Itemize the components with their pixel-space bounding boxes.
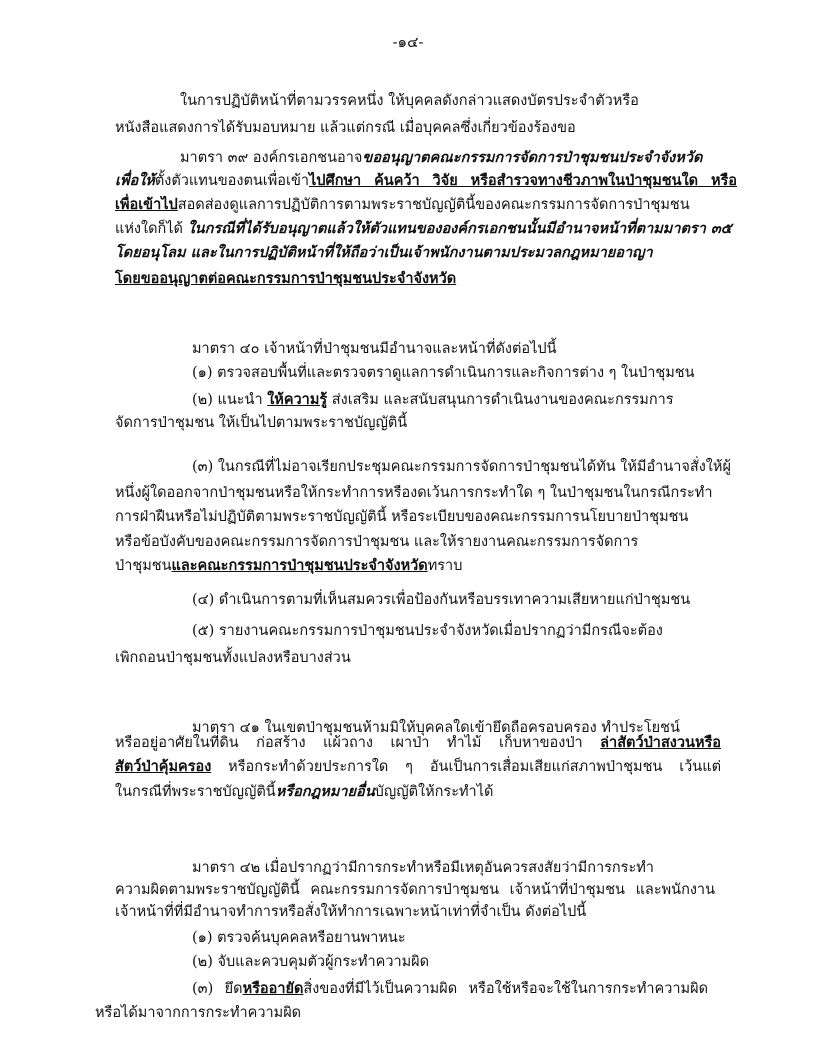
text-segment: มาตรา ๔๐ เจ้าหน้าที่ป่าชุมชนมีอำนาจและหน้าที่ดังต่อไปนี้ <box>192 341 557 357</box>
text-line <box>115 171 737 191</box>
text-segment: เพื่อให้ <box>115 172 155 189</box>
text-segment: สอดส่องดูแลการปฏิบัติการตามพระราชบัญญัตินี้ของคณะกรรมการจัดการป่าชุมชน <box>177 197 690 213</box>
text-line <box>192 339 578 359</box>
text-segment: สิ่งของที่มีไว้เป็นความผิด หรือใช้หรือจะใช้ในการกระทำความผิด <box>303 981 708 997</box>
text-segment: ป่าชุมชน <box>115 558 172 574</box>
text-segment: หนึ่งผู้ใดออกจากป่าชุมชนหรือให้กระทำการหรืองดเว้นการกระทำใด ๆ ในป่าชุมชนในกรณีกระทำ <box>115 485 713 501</box>
text-line <box>192 858 700 878</box>
text-segment: เพิกถอนป่าชุมชนทั้งแปลงหรือบางส่วน <box>115 650 351 666</box>
text-segment: การฝ่าฝืนหรือไม่ปฏิบัติตามพระราชบัญญัตินี้ หรือระเบียบของคณะกรรมการนโยบายป่าชุมชน <box>115 509 689 525</box>
text-segment: ในกรณีที่ได้รับอนุญาตแล้วให้ตัวแทนขององค์กรเอกชนนั้นมีอำนาจหน้าที่ตามมาตรา ๓๕ <box>187 220 732 237</box>
text-segment: (๕) รายงานคณะกรรมการป่าชุมชนประจำจังหวัดเมื่อปรากฏว่ามีกรณีจะต้อง <box>192 623 663 639</box>
text-segment: หรืออายัด <box>242 980 304 997</box>
text-segment: โดยอนุโลม และในการปฏิบัติหน้าที่ให้ถือว่าเป็นเจ้าพนักงานตามประมวลกฎหมายอาญา <box>115 244 653 261</box>
text-segment: บัญญัติให้กระทำได้ <box>374 784 494 800</box>
text-segment: หรืออยู่อาศัยในที่ดิน ก่อสร้าง แผ้วถาง เผาป่า ทำไม้ เก็บหาของป่า <box>115 735 601 751</box>
page-number: -๑๔- <box>392 33 424 51</box>
text-segment: ขออนุญาตคณะกรรมการจัดการป่าชุมชนประจำจังหวัด <box>362 149 703 166</box>
text-line <box>115 902 633 922</box>
text-segment: (๓) ยึด <box>192 981 243 997</box>
text-segment: จัดการป่าชุมชน ให้เป็นไปตามพระราชบัญญัตินี้ <box>115 415 408 431</box>
text-line <box>180 91 652 111</box>
text-segment: ส่งเสริม และสนับสนุนการดำเนินงานของคณะกรรมการ <box>327 392 674 408</box>
text-segment: หรือกฎหมายอื่น <box>275 783 375 800</box>
text-segment: ให้ความรู้ <box>267 391 328 408</box>
text-line <box>95 1003 317 1023</box>
text-segment: ในกรณีที่พระราชบัญญัตินี้ <box>115 784 276 800</box>
text-line <box>192 363 696 383</box>
text-segment: (๔) ดำเนินการตามที่เห็นสมควรเพื่อป้องกันหรือบรรเทาความเสียหายแก่ป่าชุมชน <box>192 592 691 608</box>
text-segment: ไปศึกษา ค้นคว้า วิจัย หรือสำรวจทางชีวภาพในป่าชุมชนใด หรือ <box>309 172 737 189</box>
text-segment: หรือข้อบังคับของคณะกรรมการจัดการป่าชุมชน และให้รายงานคณะกรรมการจัดการ <box>115 534 639 550</box>
text-segment: (๒) จับและควบคุมตัวผู้กระทำความผิด <box>192 954 430 970</box>
text-line <box>115 413 415 433</box>
text-line <box>115 483 713 503</box>
text-line <box>115 195 690 215</box>
text-line <box>115 219 731 239</box>
text-line <box>192 590 704 610</box>
text-segment: (๑) ตรวจค้นบุคคลหรือยานพาหนะ <box>192 930 406 946</box>
text-line <box>180 148 703 168</box>
text-segment: (๓) ในกรณีที่ไม่อาจเรียกประชุมคณะกรรมการจัดการป่าชุมชนได้ทัน ให้มีอำนาจสั่งให้ผู้ <box>192 459 731 475</box>
text-segment: หนังสือแสดงการได้รับมอบหมาย แล้วแต่กรณี เมื่อบุคคลซึ่งเกี่ยวข้องร้องขอ <box>115 120 576 136</box>
text-line <box>115 532 643 552</box>
text-line <box>192 979 708 999</box>
text-segment: (๑) ตรวจสอบพื้นที่และตรวจตราดูแลการดำเนินการและกิจการต่าง ๆ ในป่าชุมชน <box>192 365 695 381</box>
text-segment: เพื่อเข้าไป <box>115 196 178 213</box>
text-segment: หรือได้มาจากการกระทำความผิด <box>95 1005 302 1021</box>
text-segment: ในการปฏิบัติหน้าที่ตามวรรคหนึ่ง ให้บุคคลดังกล่าวแสดงบัตรประจำตัวหรือ <box>180 93 639 109</box>
text-segment: ความผิดตามพระราชบัญญัตินี้ คณะกรรมการจัดการป่าชุมชน เจ้าหน้าที่ป่าชุมชน และพนักงาน <box>115 882 715 898</box>
text-line <box>115 118 595 138</box>
text-line <box>115 733 721 753</box>
text-segment: ตั้งตัวแทนของตนเพื่อเข้า <box>154 173 310 189</box>
text-segment: หรือกระทำด้วยประการใด ๆ อันเป็นการเสื่อมเสียแก่สภาพป่าชุมชน เว้นแต่ <box>211 759 721 775</box>
text-segment: มาตรา ๓๙ องค์กรเอกชนอาจ <box>180 150 363 166</box>
text-line <box>115 782 545 802</box>
text-segment: ทราบ <box>427 558 463 574</box>
text-line <box>115 648 351 668</box>
text-segment: โดยขออนุญาตต่อคณะกรรมการป่าชุมชนประจำจังหวัด <box>115 270 457 287</box>
text-line <box>192 928 414 948</box>
text-line <box>115 556 511 576</box>
text-line <box>115 507 695 527</box>
text-line <box>115 243 687 263</box>
text-line <box>115 880 715 900</box>
text-segment: สัตว์ป่าคุ้มครอง <box>115 758 212 775</box>
text-segment: มาตรา ๔๑ ในเขตป่าชุมชนห้ามมิให้บุคคลใดเข้ายึดถือครอบครอง ทำประโยชน์ <box>192 720 680 736</box>
text-segment: และคณะกรรมการป่าชุมชนประจำจังหวัด <box>171 557 428 574</box>
text-line <box>192 457 731 477</box>
text-line <box>115 269 585 289</box>
text-line <box>192 390 712 410</box>
text-segment: มาตรา ๔๒ เมื่อปรากฏว่ามีการกระทำหรือมีเหตุอันควรสงสัยว่ามีการกระทำ <box>192 860 654 876</box>
text-line <box>115 757 721 777</box>
text-line <box>192 952 436 972</box>
text-segment: เจ้าหน้าที่ที่มีอำนาจทำการหรือสั่งให้ทำการเฉพาะหน้าเท่าที่จำเป็น ดังต่อไปนี้ <box>115 904 587 920</box>
text-segment: แห่งใดก็ได้ <box>115 221 188 237</box>
text-segment: (๒) แนะนำ <box>192 392 268 408</box>
text-segment: ล่าสัตว์ป่าสงวนหรือ <box>600 734 721 751</box>
text-line <box>192 621 663 641</box>
